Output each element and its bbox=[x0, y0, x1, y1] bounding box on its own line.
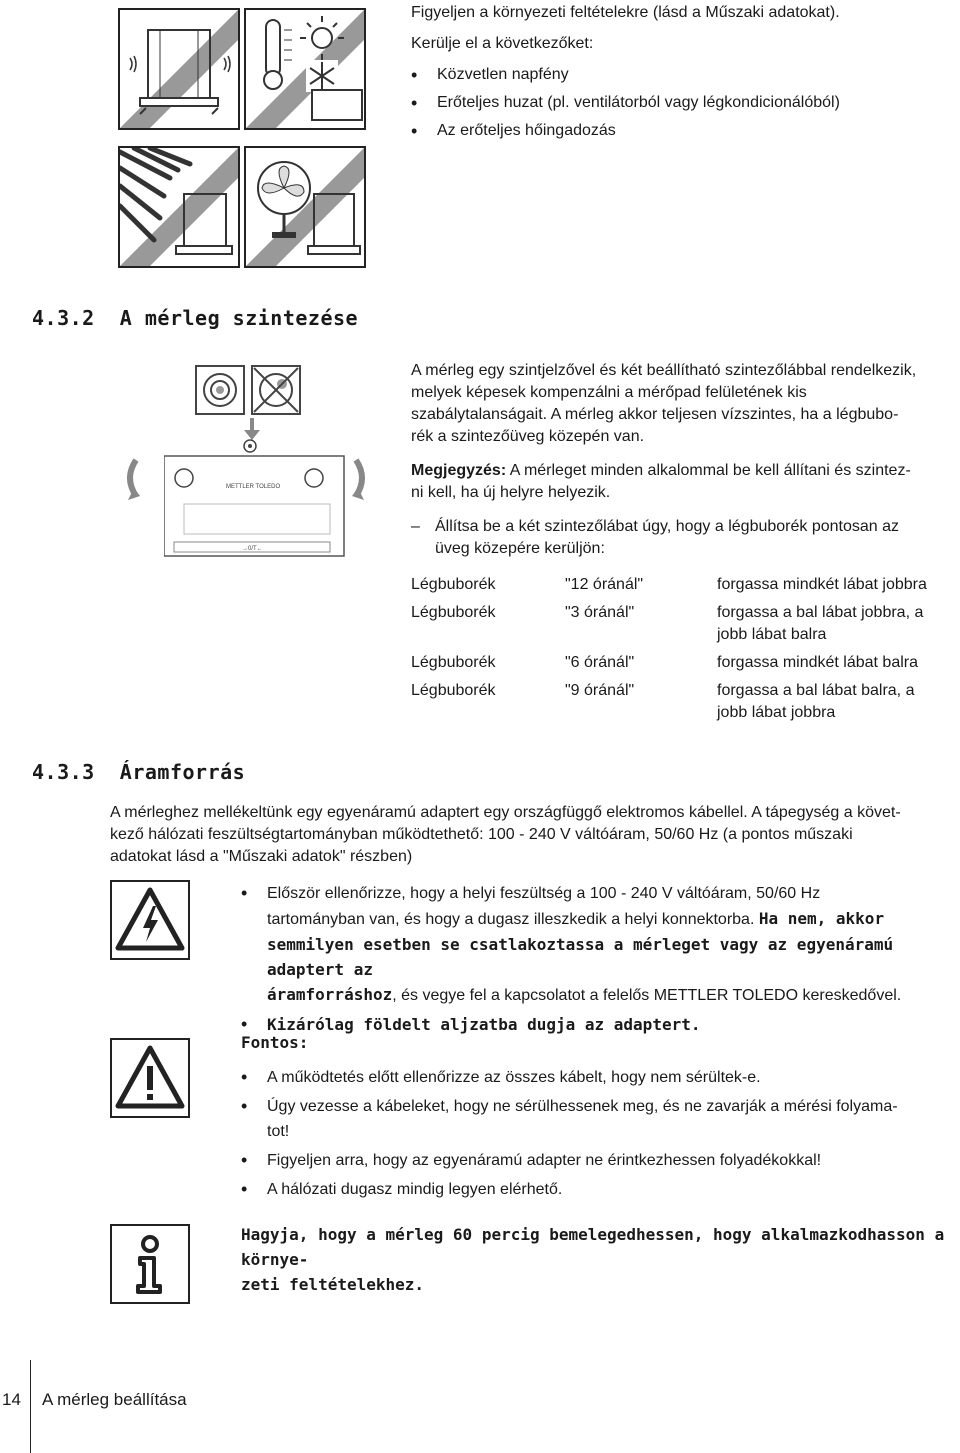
thermometer-balance-illustration bbox=[246, 10, 364, 128]
intro-bullet-1: • Közvetlen napfény bbox=[411, 65, 569, 85]
important-bullet-3: • Figyeljen arra, hogy az egyenáramú adapter ne érintkezhessen folyadékokkal! bbox=[241, 1148, 956, 1173]
arrow-down-icon bbox=[244, 418, 260, 440]
leveling-para-line: melyek képesek kompenzálni a mérőpad felületének kis bbox=[411, 384, 807, 401]
table-cell: forgassa mindkét lábat balra bbox=[717, 654, 918, 671]
section-433-heading: 4.3.3 Áramforrás bbox=[32, 760, 246, 784]
leveling-illustration bbox=[164, 364, 354, 564]
fan-panel-illustration bbox=[244, 146, 366, 268]
table-row bbox=[411, 574, 927, 602]
leveling-text bbox=[411, 360, 956, 560]
table-row bbox=[411, 652, 927, 680]
note-paragraph bbox=[411, 460, 956, 482]
table-cell: forgassa a bal lábat jobbra, a jobb lábat balra bbox=[717, 604, 924, 643]
power-para-line: A mérleghez mellékeltünk egy egyenáramú adaptert egy országfüggő elektromos kábellel. A tápegység a követ- bbox=[110, 804, 901, 821]
rotate-right-foot-icon bbox=[352, 456, 372, 502]
leveling-para-line: szabálytalanságait. A mérleg akkor teljesen vízszintes, ha a légbubo- bbox=[411, 406, 899, 423]
important-bullet-4: • A hálózati dugasz mindig legyen elérhető. bbox=[241, 1177, 956, 1202]
sunlight-panel-illustration bbox=[118, 146, 240, 268]
table-row bbox=[411, 680, 927, 730]
sun-icon bbox=[312, 28, 332, 48]
rotate-left-foot-icon bbox=[120, 456, 140, 502]
table-row bbox=[411, 602, 927, 652]
bullet-icon: • bbox=[241, 1179, 248, 1199]
table-cell: Légbuborék bbox=[411, 604, 496, 621]
info-note: Hagyja, hogy a mérleg 60 percig bemelegedhessen, hogy alkalmazkodhasson a környe- zeti feltételekhez. bbox=[241, 1225, 945, 1294]
bubble-direction-table bbox=[411, 574, 927, 730]
leveling-para-line: A mérleg egy szintjelzővel és két beállítható szintezőlábbal rendelkezik, bbox=[411, 362, 917, 379]
instruction-item bbox=[411, 516, 956, 560]
instruction-text: Állítsa be a két szintezőlábat úgy, hogy a légbuborék pontosan az bbox=[435, 518, 900, 535]
bullet-icon: • bbox=[241, 1067, 248, 1087]
table-cell: Légbuborék bbox=[411, 576, 496, 593]
bullet-icon: • bbox=[241, 883, 248, 903]
bullet-icon: • bbox=[241, 1014, 248, 1034]
bullet-icon: • bbox=[241, 1150, 248, 1170]
brand-text: METTLER TOLEDO bbox=[226, 484, 281, 490]
instruction-text: üveg közepére kerüljön: bbox=[435, 540, 605, 557]
table-cell: forgassa mindkét lábat jobbra bbox=[717, 576, 927, 593]
balance-in-draft-illustration bbox=[120, 10, 238, 128]
sun-rays-balance-illustration bbox=[120, 148, 238, 266]
power-para-line: adatokat lásd a "Műszaki adatok" részben) bbox=[110, 848, 413, 865]
high-voltage-warning-icon bbox=[110, 880, 190, 960]
table-cell: Légbuborék bbox=[411, 682, 496, 699]
table-cell: "12 óránál" bbox=[565, 576, 644, 593]
intro-line-2: Kerülje el a következőket: bbox=[411, 35, 594, 52]
note-text: A mérleget minden alkalommal be kell állítani és szintez- bbox=[506, 462, 911, 479]
table-cell: "3 óránál" bbox=[565, 604, 635, 621]
important-bullets bbox=[241, 1065, 956, 1202]
fan-balance-illustration bbox=[246, 148, 364, 266]
footer-divider bbox=[30, 1360, 31, 1453]
tare-key-label: →0/T← bbox=[242, 546, 263, 552]
intro-line-1: Figyeljen a környezeti feltételekre (lásd a Műszaki adatokat). bbox=[411, 4, 840, 21]
important-bullet-1: • A működtetés előtt ellenőrizze az összes kábelt, hogy nem sérültek-e. bbox=[241, 1065, 956, 1090]
draft-panel-illustration bbox=[118, 8, 240, 130]
table-cell: Légbuborék bbox=[411, 654, 496, 671]
intro-bullet-3: • Az erőteljes hőingadozás bbox=[411, 121, 616, 141]
intro-text bbox=[411, 2, 951, 142]
table-cell: "6 óránál" bbox=[565, 654, 635, 671]
table-cell: forgassa a bal lábat balra, a jobb lábat jobbra bbox=[717, 682, 915, 721]
balance-leveling-diagram bbox=[164, 364, 354, 564]
power-para-line: kező hálózati feszültségtartományban működtethető: 100 - 240 V váltóáram, 50/60 Hz (a pontos műszaki bbox=[110, 826, 853, 843]
bullet-icon: • bbox=[411, 93, 418, 113]
section-432-heading: 4.3.2 A mérleg szintezése bbox=[32, 306, 359, 330]
power-bullet-1: • Először ellenőrizze, hogy a helyi feszültség a 100 - 240 V váltóáram, 50/60 Hz tartományban van, és hogy a dugasz illeszkedik a helyi konnektorba. Ha nem, akkor semmilyen esetben se csatlakoztassa a mérleget vagy az egyenáramú adaptert az áramforráshoz, és vegye fel a kapcsolatot a felelős METTLER TOLEDO kereskedővel. bbox=[241, 883, 902, 1004]
table-cell: "9 óránál" bbox=[565, 682, 635, 699]
note-label: Megjegyzés: bbox=[411, 462, 507, 479]
bullet-icon: • bbox=[411, 65, 418, 85]
dash-marker: – bbox=[411, 518, 420, 535]
page-number: 14 bbox=[2, 1390, 21, 1409]
footer-section-title: A mérleg beállítása bbox=[42, 1390, 187, 1409]
power-paragraph bbox=[110, 802, 955, 868]
power-bullets bbox=[241, 881, 956, 1038]
important-label: Fontos: bbox=[241, 1033, 309, 1052]
bubble-table bbox=[411, 574, 956, 730]
intro-bullet-2: • Erőteljes huzat (pl. ventilátorból vagy légkondicionálóból) bbox=[411, 93, 840, 113]
caution-warning-icon bbox=[110, 1038, 190, 1118]
bullet-icon: • bbox=[411, 121, 418, 141]
note-text: ni kell, ha új helyre helyezik. bbox=[411, 484, 611, 501]
leveling-para-line: rék a szintezőüveg közepén van. bbox=[411, 428, 645, 445]
info-icon bbox=[110, 1224, 190, 1304]
bullet-icon: • bbox=[241, 1096, 248, 1116]
power-bullet-2: • Kizárólag földelt aljzatba dugja az adaptert. bbox=[241, 1012, 956, 1038]
important-bullet-2: • Úgy vezesse a kábeleket, hogy ne sérülhessenek meg, és ne zavarják a mérési folyama- tot! bbox=[241, 1096, 898, 1140]
temperature-panel-illustration bbox=[244, 8, 366, 130]
